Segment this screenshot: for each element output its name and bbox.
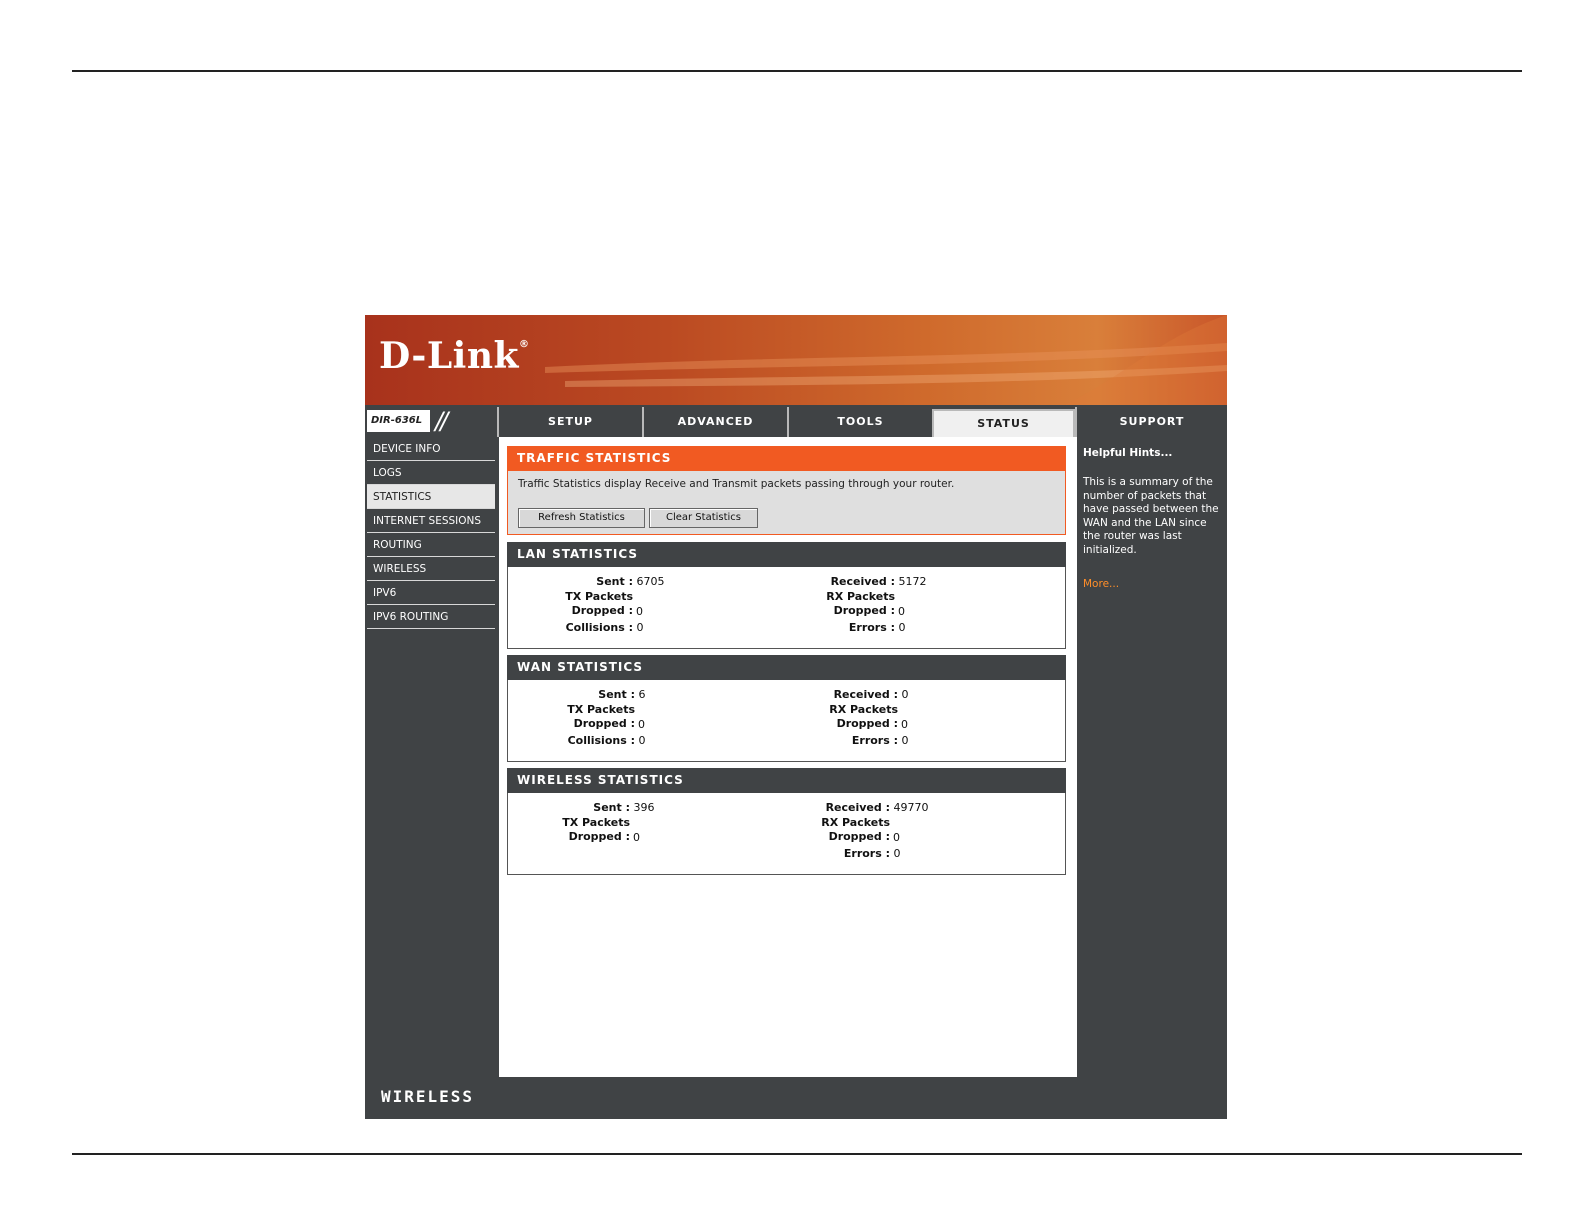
wan-rx-dropped-value: 0 bbox=[901, 717, 908, 731]
lan-sent-value: 6705 bbox=[636, 575, 665, 588]
errors-label: Errors : bbox=[843, 847, 890, 860]
collisions-label: Collisions : bbox=[567, 734, 635, 747]
wireless-received-row bbox=[785, 801, 929, 814]
wireless-errors-value: 0 bbox=[893, 847, 901, 860]
lan-rx-dropped-value: 0 bbox=[898, 604, 905, 618]
sidebar-item-internet-sessions[interactable]: INTERNET SESSIONS bbox=[367, 509, 495, 533]
wan-statistics-title: WAN STATISTICS bbox=[507, 655, 1066, 680]
collisions-label: Collisions : bbox=[565, 621, 633, 634]
lan-statistics-title: LAN STATISTICS bbox=[507, 542, 1066, 567]
tab-setup[interactable]: SETUP bbox=[497, 407, 642, 437]
wan-collisions-value: 0 bbox=[638, 734, 646, 747]
sidebar-item-ipv6[interactable]: IPV6 bbox=[367, 581, 495, 605]
sent-label: Sent : bbox=[596, 575, 633, 588]
tab-tools[interactable]: TOOLS bbox=[787, 407, 932, 437]
wan-sent-row bbox=[530, 688, 646, 701]
wan-statistics-panel bbox=[507, 655, 1066, 762]
traffic-statistics-panel bbox=[507, 446, 1066, 535]
model-slashes-graphic: // bbox=[435, 407, 446, 435]
tx-packets-dropped-label: TX Packets Dropped : bbox=[562, 816, 630, 843]
helpful-hints-body: This is a summary of the number of packets that have passed between the WAN and the LAN since the router was last initialized. bbox=[1083, 476, 1219, 556]
tx-packets-dropped-label: TX Packets Dropped : bbox=[567, 703, 635, 730]
sent-label: Sent : bbox=[598, 688, 635, 701]
wan-tx-dropped-row bbox=[530, 703, 645, 731]
wireless-statistics-panel bbox=[507, 768, 1066, 875]
sidebar-item-wireless[interactable]: WIRELESS bbox=[367, 557, 495, 581]
received-label: Received : bbox=[825, 801, 890, 814]
wireless-errors-row bbox=[785, 847, 901, 860]
lan-errors-value: 0 bbox=[898, 621, 906, 634]
helpful-hints-title: Helpful Hints... bbox=[1083, 447, 1173, 459]
sent-label: Sent : bbox=[593, 801, 630, 814]
sidebar bbox=[365, 437, 497, 629]
rx-packets-dropped-label: RX Packets Dropped : bbox=[821, 816, 890, 843]
traffic-statistics-title: TRAFFIC STATISTICS bbox=[507, 446, 1066, 471]
refresh-statistics-button[interactable]: Refresh Statistics bbox=[518, 508, 645, 528]
lan-rx-dropped-row bbox=[790, 590, 905, 618]
errors-label: Errors : bbox=[848, 621, 895, 634]
tab-advanced[interactable]: ADVANCED bbox=[642, 407, 787, 437]
lan-collisions-row bbox=[528, 621, 644, 634]
lan-statistics-panel bbox=[507, 542, 1066, 649]
wireless-statistics-title: WIRELESS STATISTICS bbox=[507, 768, 1066, 793]
sidebar-item-logs[interactable]: LOGS bbox=[367, 461, 495, 485]
more-link[interactable]: More... bbox=[1083, 578, 1120, 590]
lan-tx-dropped-row bbox=[528, 590, 643, 618]
wan-sent-value: 6 bbox=[638, 688, 646, 701]
rx-packets-dropped-label: RX Packets Dropped : bbox=[826, 590, 895, 617]
wireless-rx-dropped-value: 0 bbox=[893, 830, 900, 844]
tab-support[interactable]: SUPPORT bbox=[1075, 407, 1227, 437]
traffic-statistics-description: Traffic Statistics display Receive and Transmit packets passing through your router. bbox=[518, 478, 955, 490]
wireless-tx-dropped-row bbox=[525, 816, 640, 844]
lan-received-row bbox=[790, 575, 927, 588]
wireless-logo: WIRELESS bbox=[381, 1087, 475, 1106]
wireless-sent-row bbox=[525, 801, 655, 814]
lan-sent-row bbox=[528, 575, 665, 588]
errors-label: Errors : bbox=[851, 734, 898, 747]
wan-tx-dropped-value: 0 bbox=[638, 717, 645, 731]
received-label: Received : bbox=[830, 575, 895, 588]
sidebar-item-ipv6-routing[interactable]: IPV6 ROUTING bbox=[367, 605, 495, 629]
wan-received-row bbox=[793, 688, 909, 701]
router-admin-ui bbox=[365, 315, 1227, 1119]
lan-received-value: 5172 bbox=[898, 575, 927, 588]
main-content bbox=[499, 437, 1077, 1077]
lan-tx-dropped-value: 0 bbox=[636, 604, 643, 618]
sidebar-item-statistics[interactable]: STATISTICS bbox=[367, 485, 495, 509]
wan-rx-dropped-row bbox=[793, 703, 908, 731]
wan-collisions-row bbox=[530, 734, 646, 747]
helpful-hints-panel bbox=[1077, 437, 1227, 590]
page-rule-bottom bbox=[72, 1153, 1522, 1155]
tab-status[interactable]: STATUS bbox=[932, 409, 1075, 437]
wan-errors-value: 0 bbox=[901, 734, 909, 747]
sidebar-item-device-info[interactable]: DEVICE INFO bbox=[367, 437, 495, 461]
tx-packets-dropped-label: TX Packets Dropped : bbox=[565, 590, 633, 617]
clear-statistics-button[interactable]: Clear Statistics bbox=[649, 508, 758, 528]
lan-errors-row bbox=[790, 621, 906, 634]
model-badge: DIR-636L bbox=[367, 410, 430, 432]
dlink-banner bbox=[365, 315, 1227, 405]
wan-errors-row bbox=[793, 734, 909, 747]
wireless-received-value: 49770 bbox=[893, 801, 929, 814]
sidebar-item-routing[interactable]: ROUTING bbox=[367, 533, 495, 557]
page-rule-top bbox=[72, 70, 1522, 72]
wireless-tx-dropped-value: 0 bbox=[633, 830, 640, 844]
rx-packets-dropped-label: RX Packets Dropped : bbox=[829, 703, 898, 730]
lan-collisions-value: 0 bbox=[636, 621, 644, 634]
wireless-sent-value: 396 bbox=[633, 801, 655, 814]
wireless-rx-dropped-row bbox=[785, 816, 900, 844]
dlink-logo: D-Link® bbox=[379, 335, 530, 377]
received-label: Received : bbox=[833, 688, 898, 701]
top-nav bbox=[365, 407, 1227, 437]
wan-received-value: 0 bbox=[901, 688, 909, 701]
